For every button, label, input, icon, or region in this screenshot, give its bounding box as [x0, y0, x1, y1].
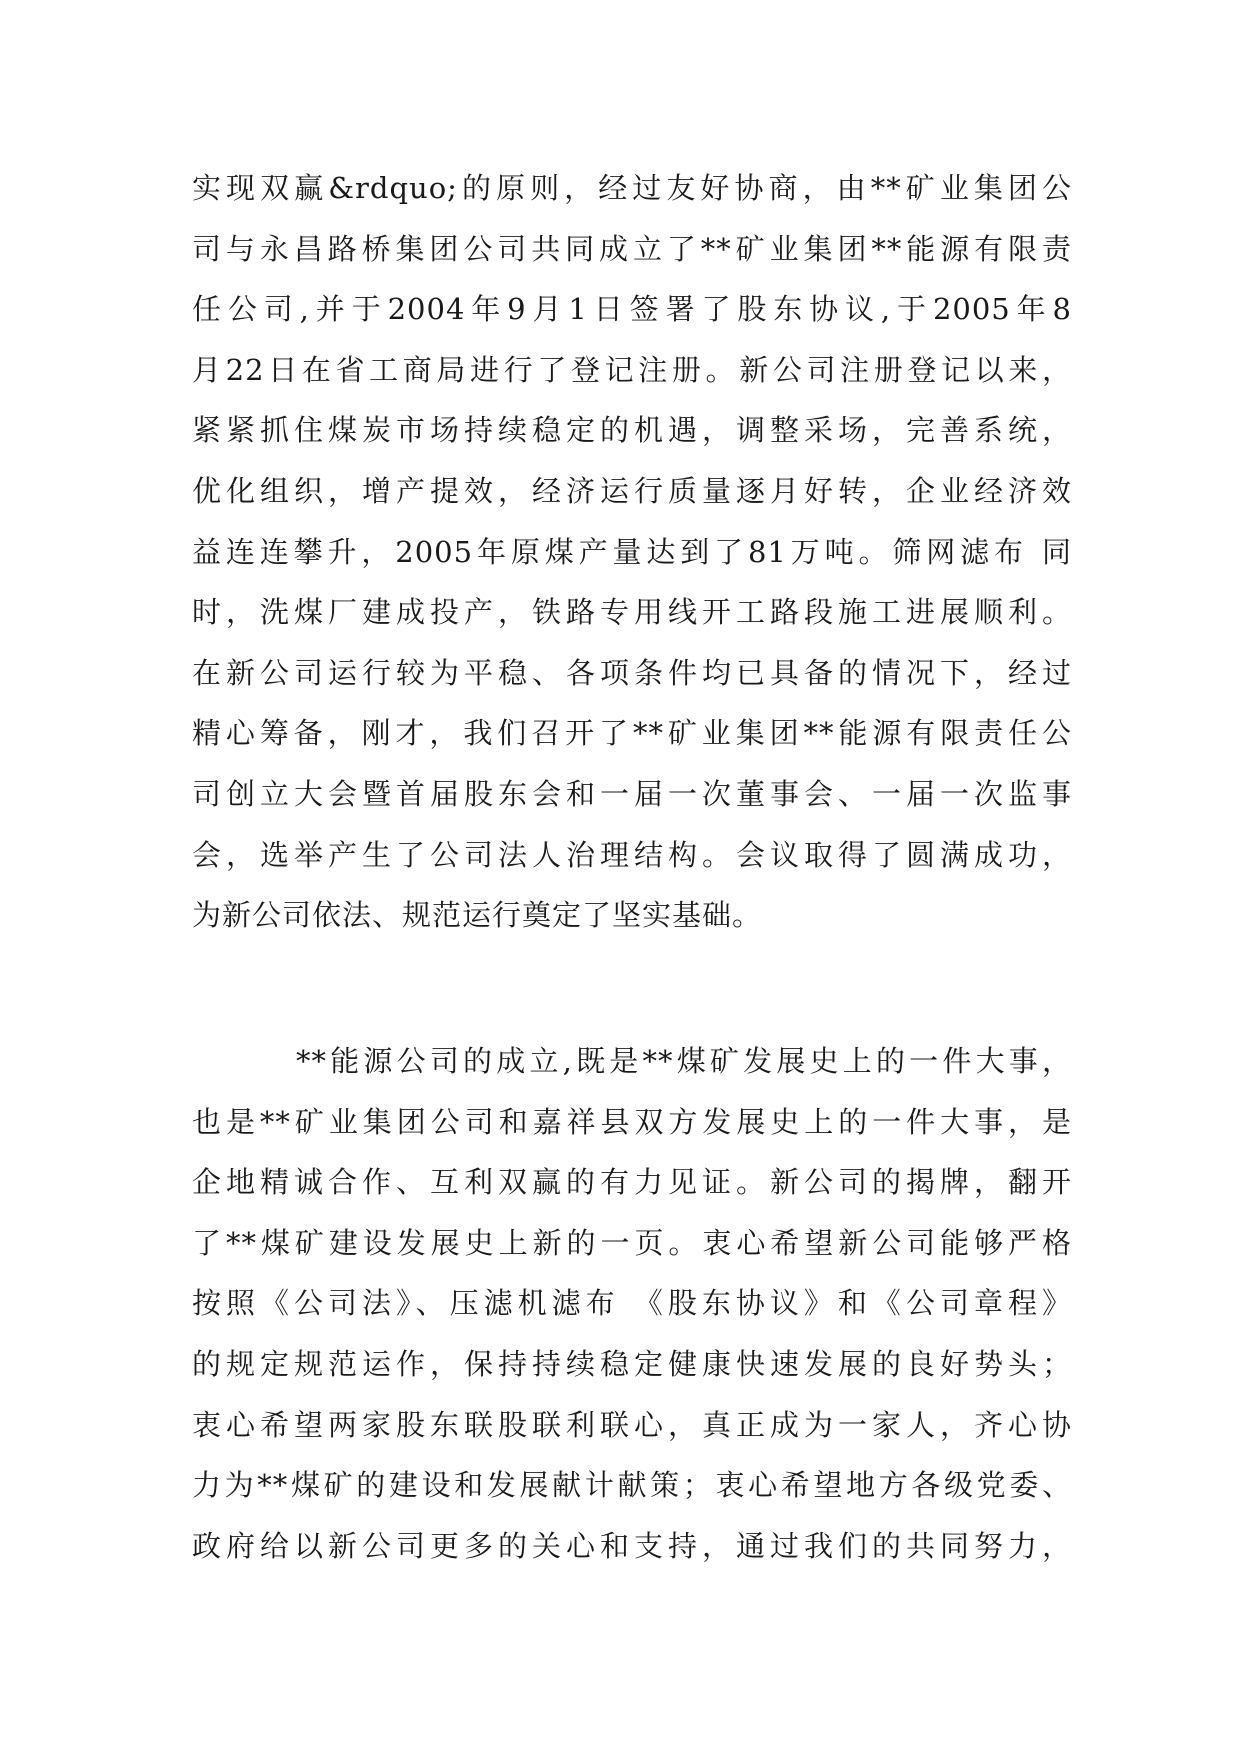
text-line: 月22日在省工商局进行了登记注册。新公司注册登记以来，	[192, 352, 1072, 387]
paragraph-2	[192, 1031, 1072, 1576]
text-line: 了**煤矿建设发展史上新的一页。衷心希望新公司能够严格	[192, 1225, 1072, 1260]
text-line: 司创立大会暨首届股东会和一届一次董事会、一届一次监事	[192, 776, 1072, 811]
text-line: 企地精诚合作、互利双赢的有力见证。新公司的揭牌，翻开	[192, 1165, 1072, 1200]
text-line: 力为**煤矿的建设和发展献计献策；衷心希望地方各级党委、	[192, 1468, 1072, 1503]
text-line: 时，洗煤厂建成投产，铁路专用线开工路段施工进展顺利。	[192, 595, 1072, 630]
text-line: 衷心希望两家股东联股联利联心，真正成为一家人，齐心协	[192, 1407, 1072, 1442]
text-line: 优化组织，增产提效，经济运行质量逐月好转，企业经济效	[192, 473, 1072, 508]
text-line: 实现双赢&rdquo;的原则，经过友好协商，由**矿业集团公	[192, 171, 1072, 205]
text-line: 按照《公司法》、压滤机滤布 《股东协议》和《公司章程》	[192, 1286, 1072, 1321]
text-line: 也是**矿业集团公司和嘉祥县双方发展史上的一件大事，是	[192, 1104, 1072, 1139]
text-line: 精心筹备，刚才，我们召开了**矿业集团**能源有限责任公	[192, 716, 1072, 751]
text-line: 司与永昌路桥集团公司共同成立了**矿业集团**能源有限责	[192, 231, 1072, 266]
paragraph-1	[192, 158, 1072, 946]
text-line: 政府给以新公司更多的关心和支持，通过我们的共同努力，	[192, 1528, 1072, 1563]
text-line: 会，选举产生了公司法人治理结构。会议取得了圆满成功，	[192, 837, 1072, 872]
text-line: 任公司,并于2004年9月1日签署了股东协议,于2005年8	[192, 292, 1072, 327]
text-line: 紧紧抓住煤炭市场持续稳定的机遇，调整采场，完善系统，	[192, 413, 1072, 448]
text-line: **能源公司的成立,既是**煤矿发展史上的一件大事，	[296, 1044, 1072, 1078]
text-line: 为新公司依法、规范运行奠定了坚实基础。	[192, 898, 763, 933]
text-line: 益连连攀升，2005年原煤产量达到了81万吨。筛网滤布 同	[192, 534, 1072, 569]
text-line: 的规定规范运作，保持持续稳定健康快速发展的良好势头；	[192, 1346, 1072, 1381]
text-line: 在新公司运行较为平稳、各项条件均已具备的情况下，经过	[192, 655, 1072, 690]
